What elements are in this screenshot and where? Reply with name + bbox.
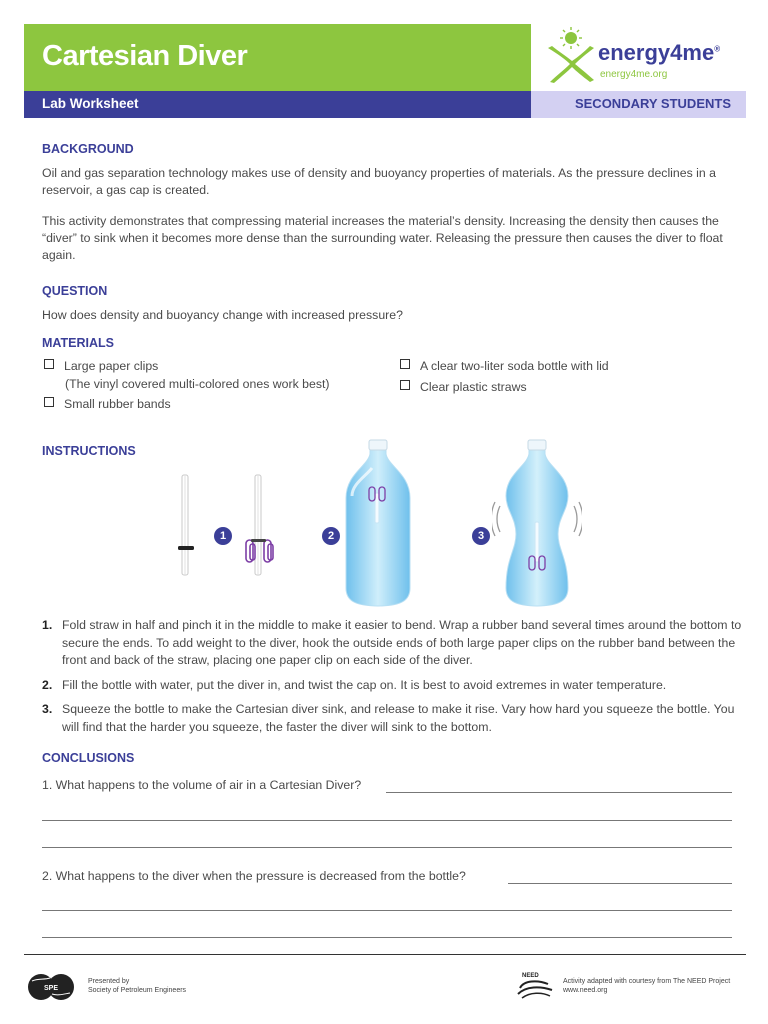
step-marker-2: 2	[322, 527, 340, 545]
bottle-illustration	[342, 438, 414, 610]
checkbox-icon	[44, 397, 54, 407]
material-item: Small rubber bands	[44, 396, 171, 413]
checkbox-icon	[400, 380, 410, 390]
checkbox-icon	[400, 359, 410, 369]
need-url[interactable]: www.need.org	[563, 987, 608, 994]
page-title: Cartesian Diver	[42, 40, 248, 72]
answer-line[interactable]	[42, 820, 732, 821]
answer-line[interactable]	[42, 910, 732, 911]
svg-text:SPE: SPE	[43, 985, 59, 992]
answer-line[interactable]	[42, 937, 732, 938]
need-logo-icon	[516, 968, 554, 1000]
straw-illustration	[172, 470, 202, 582]
society-name: Society of Petroleum Engineers	[88, 987, 187, 994]
answer-line[interactable]	[508, 883, 732, 884]
step-marker-1: 1	[214, 527, 232, 545]
material-note: (The vinyl covered multi-colored ones work best)	[65, 377, 330, 391]
instructions-heading: INSTRUCTIONS	[42, 444, 136, 458]
conclusions-heading: CONCLUSIONS	[42, 751, 135, 765]
adapted-credit: Activity adapted with courtesy from The NEED Project	[563, 978, 731, 985]
material-item: Large paper clips	[44, 358, 158, 375]
materials-heading: MATERIALS	[42, 336, 114, 350]
instruction-step-1: 1. Fold straw in half and pinch it in the middle to make it easier to bend. Wrap a rubber band several times around the bottom to secure the ends. To add weight to the diver, hook the outside ends of both large paper clips on the rubber band between the front and back of the straw, placing one paper clip on each side of the diver.	[42, 618, 742, 667]
question-text: How does density and buoyancy change with increased pressure?	[42, 308, 403, 322]
spe-logo-icon	[26, 972, 76, 1002]
logo-name: energy4me®	[598, 40, 721, 65]
background-heading: BACKGROUND	[42, 142, 134, 156]
squeezed-bottle-illustration	[492, 438, 582, 610]
footer-divider	[24, 954, 746, 955]
energy4me-logo-icon	[544, 26, 596, 84]
instruction-step-2: 2. Fill the bottle with water, put the diver in, and twist the cap on. It is best to avoid extremes in water temperature.	[42, 678, 667, 692]
diver-illustration	[238, 470, 284, 582]
audience-label: SECONDARY STUDENTS	[574, 96, 731, 111]
material-item: A clear two-liter soda bottle with lid	[400, 358, 609, 375]
answer-line[interactable]	[42, 847, 732, 848]
checkbox-icon	[44, 359, 54, 369]
answer-line[interactable]	[386, 792, 732, 793]
background-paragraph-1: Oil and gas separation technology makes use of density and buoyancy properties of materials. As the pressure declines in a reservoir, a gas cap is created.	[42, 166, 716, 197]
subtitle-left: Lab Worksheet	[42, 96, 139, 111]
background-paragraph-2: This activity demonstrates that compressing material increases the material’s density. Increasing the density then causes the “diver” to sink when it becomes more dense than the surrounding water. Releasing the pressure then causes the diver to float again.	[42, 214, 723, 262]
step-marker-3: 3	[472, 527, 490, 545]
conclusion-question-1: 1. What happens to the volume of air in a Cartesian Diver?	[42, 778, 362, 792]
instruction-step-3: 3. Squeeze the bottle to make the Cartesian diver sink, and release to make it rise. Vary how hard you squeeze the bottle. You will find that the harder you squeeze, the faster the diver will sink to the bottom.	[42, 702, 735, 734]
logo-url: energy4me.org	[600, 69, 668, 80]
material-item: Clear plastic straws	[400, 379, 527, 396]
question-heading: QUESTION	[42, 284, 108, 298]
presented-by-label: Presented by	[88, 978, 130, 985]
svg-text:NEED: NEED	[522, 973, 539, 979]
conclusion-question-2: 2. What happens to the diver when the pressure is decreased from the bottle?	[42, 869, 466, 883]
